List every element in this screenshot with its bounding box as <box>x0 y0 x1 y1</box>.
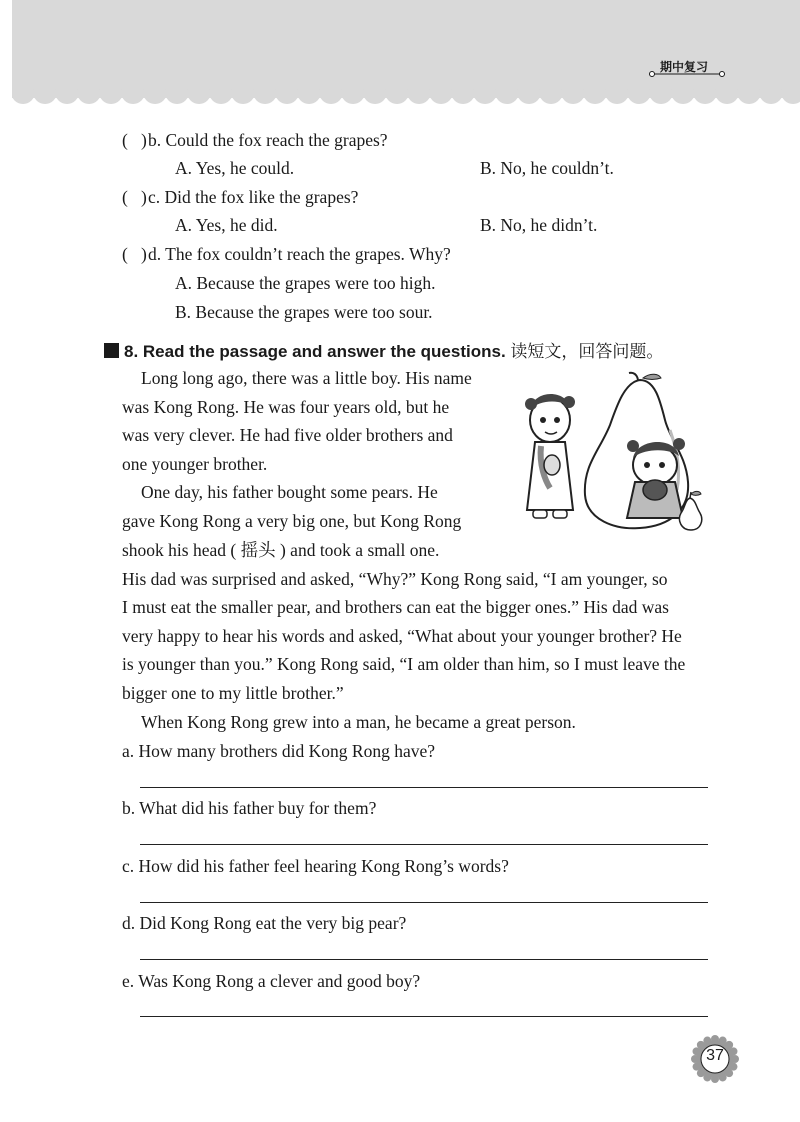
passage-line: When Kong Rong grew into a man, he became a great person. <box>141 712 576 732</box>
question-d-option-b: B. Because the grapes were too sour. <box>175 302 433 322</box>
passage-line: bigger one to my little brother.” <box>122 683 344 703</box>
passage-line: Long long ago, there was a little boy. His name <box>141 368 472 388</box>
answer-line-a[interactable] <box>140 787 708 788</box>
square-bullet-icon <box>104 343 119 358</box>
passage-line: I must eat the smaller pear, and brothers can eat the bigger ones.” His dad was <box>122 597 669 617</box>
question-b-stem: b. Could the fox reach the grapes? <box>148 130 388 150</box>
page-number: 37 <box>706 1047 724 1064</box>
answer-line-b[interactable] <box>140 844 708 845</box>
header-scallop-edge <box>12 88 800 110</box>
answer-line-e[interactable] <box>140 1016 708 1017</box>
passage-line: His dad was surprised and asked, “Why?” Kong Rong said, “I am younger, so <box>122 569 668 589</box>
question-c-paren: ( ) <box>122 187 147 207</box>
passage-line: was Kong Rong. He was four years old, but he <box>122 397 450 417</box>
question-c: c. How did his father feel hearing Kong Rong’s words? <box>122 856 509 876</box>
passage-line: very happy to hear his words and asked, “What about your younger brother? He <box>122 626 682 646</box>
question-c-option-b: B. No, he didn’t. <box>480 215 598 235</box>
question-d: d. Did Kong Rong eat the very big pear? <box>122 913 407 933</box>
question-d-stem: d. The fox couldn’t reach the grapes. Why? <box>148 244 451 264</box>
question-c-option-a: A. Yes, he did. <box>175 215 278 235</box>
question-b-paren: ( ) <box>122 130 147 150</box>
passage-line: gave Kong Rong a very big one, but Kong Rong <box>122 511 462 531</box>
question-b: b. What did his father buy for them? <box>122 798 377 818</box>
passage-line: one younger brother. <box>122 454 268 474</box>
answer-line-c[interactable] <box>140 902 708 903</box>
question-c-stem: c. Did the fox like the grapes? <box>148 187 359 207</box>
question-b-option-b: B. No, he couldn’t. <box>480 158 614 178</box>
passage-line: One day, his father bought some pears. He <box>141 482 438 502</box>
header-band <box>12 0 800 98</box>
section-heading: 8. Read the passage and answer the questions. 读短文，回答问题。 <box>104 337 663 362</box>
answer-line-d[interactable] <box>140 959 708 960</box>
question-e: e. Was Kong Rong a clever and good boy? <box>122 971 421 991</box>
passage-line: was very clever. He had five older brothers and <box>122 425 453 445</box>
question-d-option-a: A. Because the grapes were too high. <box>175 273 436 293</box>
section-tag-label: 期中复习 <box>660 60 709 74</box>
question-d-paren: ( ) <box>122 244 147 264</box>
passage-line: shook his head ( 摇头 ) and took a small one. <box>122 540 440 560</box>
passage-line: is younger than you.” Kong Rong said, “I am older than him, so I must leave the <box>122 654 686 674</box>
kong-rong-pear-illustration <box>505 370 720 535</box>
question-b-option-a: A. Yes, he could. <box>175 158 295 178</box>
question-a: a. How many brothers did Kong Rong have? <box>122 741 435 761</box>
